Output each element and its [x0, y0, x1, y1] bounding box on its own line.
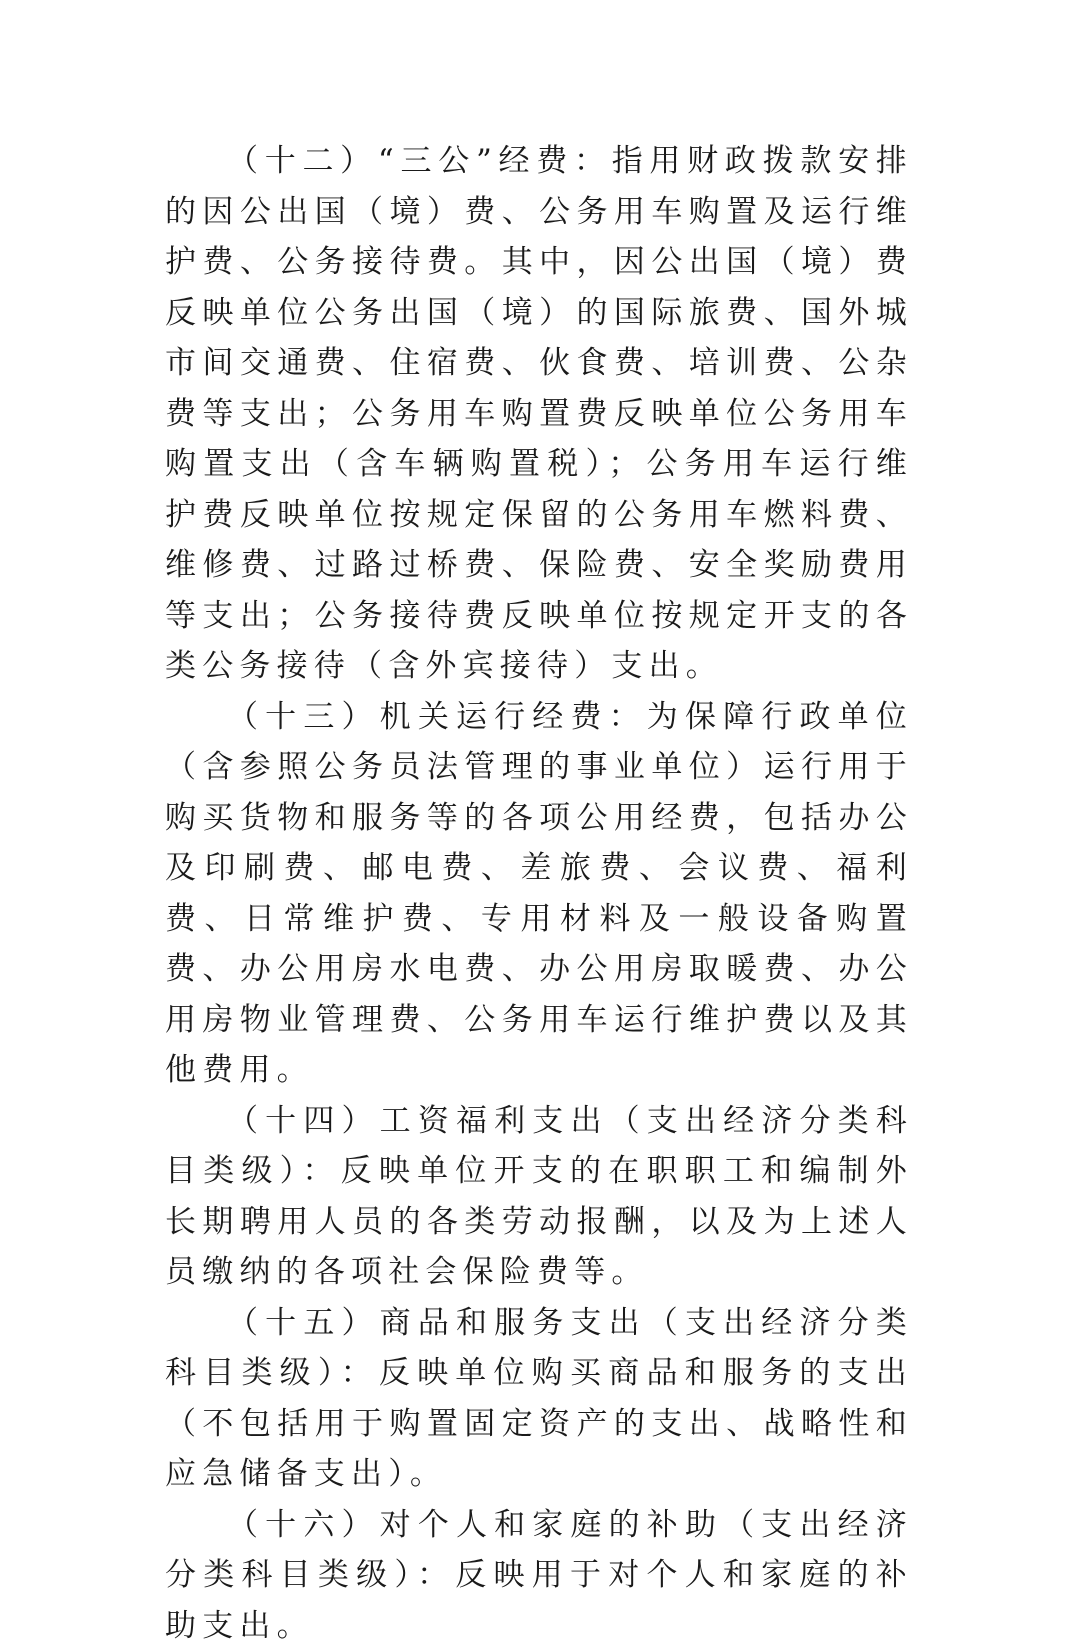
paragraph-fourteen-wage-welfare-expenditure: （十四）工资福利支出（支出经济分类科目类级）：反映单位开支的在职职工和编制外长期聘用人员的各类劳动报酬，以及为上述人员缴纳的各项社会保险费等。 — [165, 1096, 913, 1298]
document-body — [165, 136, 913, 1651]
paragraph-fifteen-goods-services-expenditure: （十五）商品和服务支出（支出经济分类科目类级）：反映单位购买商品和服务的支出（不包括用于购置固定资产的支出、战略性和应急储备支出）。 — [165, 1298, 913, 1500]
paragraph-twelve-three-public-expenses: （十二）“三公”经费：指用财政拨款安排的因公出国（境）费、公务用车购置及运行维护费、公务接待费。其中，因公出国（境）费反映单位公务出国（境）的国际旅费、国外城市间交通费、住宿费、伙食费、培训费、公杂费等支出；公务用车购置费反映单位公务用车购置支出（含车辆购置税）；公务用车运行维护费反映单位按规定保留的公务用车燃料费、维修费、过路过桥费、保险费、安全奖励费用等支出；公务接待费反映单位按规定开支的各类公务接待（含外宾接待）支出。 — [165, 136, 913, 692]
paragraph-sixteen-subsidies-individuals-families: （十六）对个人和家庭的补助（支出经济分类科目类级）：反映用于对个人和家庭的补助支出。 — [165, 1500, 913, 1651]
paragraph-thirteen-agency-operating-expenses: （十三）机关运行经费：为保障行政单位（含参照公务员法管理的事业单位）运行用于购买货物和服务等的各项公用经费，包括办公及印刷费、邮电费、差旅费、会议费、福利费、日常维护费、专用材料及一般设备购置费、办公用房水电费、办公用房取暖费、办公用房物业管理费、公务用车运行维护费以及其他费用。 — [165, 692, 913, 1096]
